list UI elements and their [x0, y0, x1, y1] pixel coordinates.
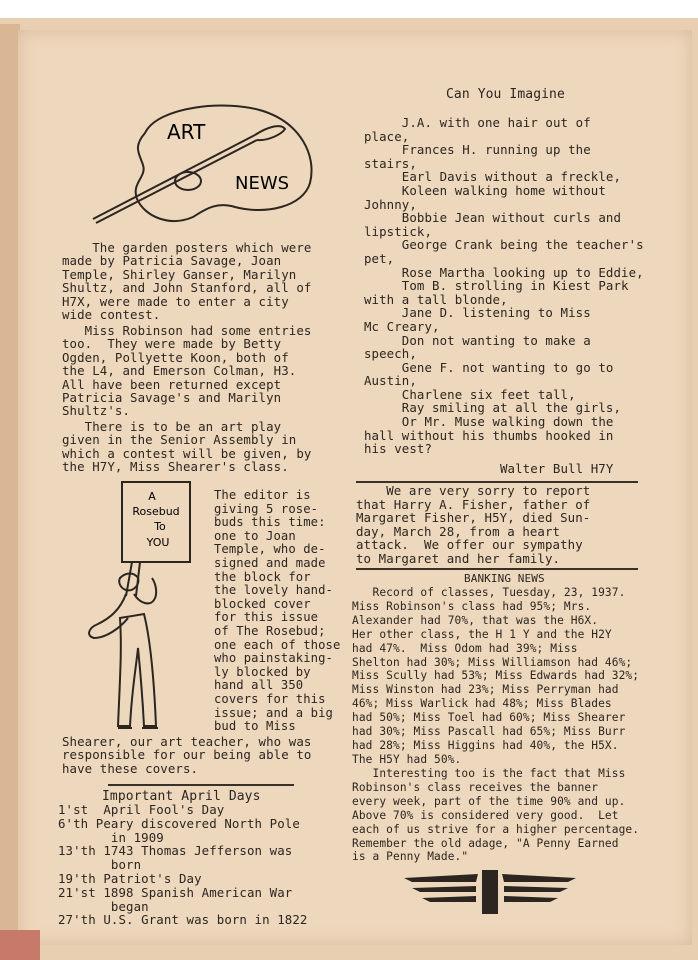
left-fold — [0, 24, 20, 960]
banking-news-records: Record of classes, Tuesday, 23, 1937. Miss Robinson's class had 95%; Mrs. Alexander had 70%, that was the H6X. Her other class, the H 1 Y and the H2Y had 47%. Miss Odom had 39%; Miss Shelton had 30%; Miss Williamson had 46%; Miss Scully had 53%; Miss Edwards had 32%; Miss Winston had 23%; Miss Perryman had 46%; Miss Warlick had 48%; Miss Blades had 50%; Miss Toel had 60%; Miss Shearer had 30%; Miss Pascall had 65%; Miss Burr had 28%; Miss Higgins had 40%, the H5X. The H5Y had 50%. — [352, 586, 640, 766]
logo-word-news: NEWS — [235, 173, 290, 194]
art-news-palette-logo — [85, 95, 330, 230]
can-you-imagine-signature: Walter Bull H7Y — [500, 461, 614, 476]
rosebud-figure-illustration — [80, 478, 220, 736]
rosebud-bottom-text: Shearer, our art teacher, who was responsible for our being able to have these covers. — [62, 734, 312, 776]
rosebud-side-text: The editor is giving 5 rose- buds this time: one to Joan Temple, who de- signed and made the block for the lovely hand- blocked cover for this issue of The Rosebud; one each of those who painstaking- ly blocked by hand all 350 covers for this issue; and a big bud to Miss — [214, 488, 341, 734]
art-news-paragraph-2: Miss Robinson had some entries too. They were made by Betty Ogden, Pollyette Koon, both of the L4, and Emerson Colman, H3. All have been returned except Patricia Savage's and Marilyn Shultz's. — [62, 323, 312, 419]
sign-line-you: YOU — [146, 536, 170, 549]
banking-news-interesting: Interesting too is the fact that Miss Robinson's class receives the banner every week, part of the time 90% and up. Above 70% is considered very good. Let each of us strive for a higher percentage. Remember the old adage, "A Penny Earned is a Penny Made." — [352, 767, 640, 864]
april-days-title: Important April Days — [102, 789, 261, 804]
banking-news-title: BANKING NEWS — [464, 572, 545, 585]
logo-word-art: ART — [167, 120, 206, 144]
can-you-imagine-body: J.A. with one hair out of place, Frances H. running up the stairs, Earl Davis without a freckle, Koleen walking home without Johnny, Bobbie Jean without curls and lipstick, George Crank being the teacher's pet, Rose Martha looking up to Eddie, Tom B. strolling in Kiest Park with a tall blonde, Jane D. listening to Miss Mc Creary, Don not wanting to make a speech, Gene F. not wanting to go to Austin, Charlene six feet tall, Ray smiling at all the girls, Or Mr. Muse walking down the hall without his thumbs hooked in his vest? — [364, 115, 644, 457]
april-divider — [108, 784, 294, 786]
obituary-text: We are very sorry to report that Harry A. Fisher, father of Margaret Fisher, H5Y, died Sun- day, March 28, from a heart attack. We offer our sympathy to Margaret and her family. — [356, 483, 591, 566]
art-news-paragraph-1: The garden posters which were made by Patricia Savage, Joan Temple, Shirley Ganser, Marilyn Shultz, and John Stanford, all of H7X, were made to enter a city wide contest. — [62, 240, 312, 323]
top-margin — [0, 0, 698, 18]
april-days-list: 1'st April Fool's Day 6'th Peary discovered North Pole in 1909 13'th 1743 Thomas Jefferson was born 19'th Patriot's Day 21'st 1898 Spanish American War began 27'th U.S. Grant was born in 1822 — [58, 802, 308, 928]
cover-corner — [0, 930, 40, 960]
art-news-paragraph-3: There is to be an art play given in the Senior Assembly in which a contest will be given, by the H7Y, Miss Shearer's class. — [62, 419, 312, 475]
winged-emblem-icon — [398, 868, 582, 918]
sign-line-to: To — [154, 520, 166, 533]
sign-line-rosebud: Rosebud — [132, 505, 180, 518]
can-you-imagine-title: Can You Imagine — [446, 87, 565, 102]
obituary-divider-bottom — [356, 568, 638, 570]
sign-line-a: A — [148, 490, 156, 503]
